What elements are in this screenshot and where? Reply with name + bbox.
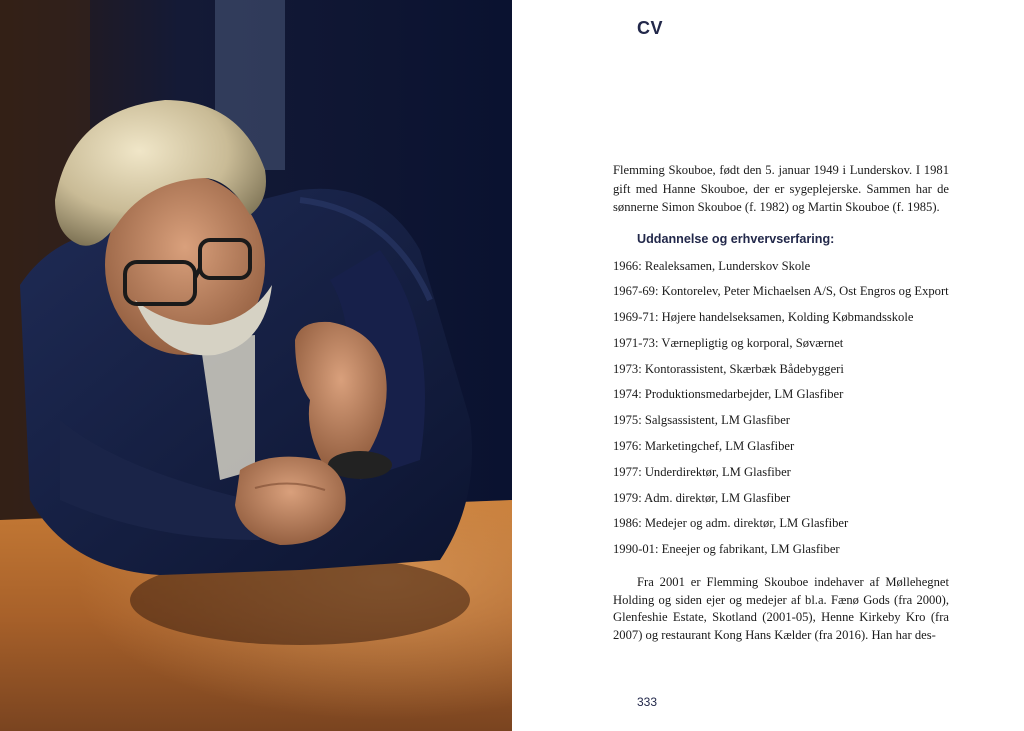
cv-item: 1976: Marketingchef, LM Glasfiber [613,439,795,454]
cv-item: 1977: Underdirektør, LM Glasfiber [613,464,791,479]
cv-item: 1975: Salgsassistent, LM Glasfiber [613,413,790,428]
text-page [512,0,1024,731]
section-title: Uddannelse og erhvervserfaring: [637,231,835,246]
cv-item: 1986: Medejer og adm. direktør, LM Glasfiber [613,516,849,531]
cv-item: 1973: Kontorassistent, Skærbæk Bådebyggeri [613,361,844,376]
cv-list [613,257,949,567]
cv-item: 1979: Adm. direktør, LM Glasfiber [613,490,791,505]
cv-item: 1971-73: Værnepligtig og korporal, Søværnet [613,335,844,350]
cv-item: 1990-01: Eneejer og fabrikant, LM Glasfiber [613,542,840,557]
cv-item: 1969-71: Højere handelseksamen, Kolding Købmandsskole [613,310,914,325]
closing-paragraph: Fra 2001 er Flemming Skouboe indehaver af Møllehegnet Holding og siden ejer og medejer af bl.a. Fænø Gods (fra 2000), Glenfeshie Estate, Skotland (2001-05), Henne Kirkeby Kro (fra 2007) og restaurant Kong Hans Kælder (fra 2016). Han har des- [613,575,949,642]
intro-paragraph: Flemming Skouboe, født den 5. januar 1949 i Lunderskov. I 1981 gift med Hanne Skouboe, der er sygeplejerske. Sammen har de sønnerne Simon Skouboe (f. 1982) og Martin Skouboe (f. 1985). [613,163,949,214]
cv-item: 1966: Realeksamen, Lunderskov Skole [613,258,811,273]
cv-body [613,161,949,644]
cv-item: 1967-69: Kontorelev, Peter Michaelsen A/S, Ost Engros og Export [613,284,949,299]
page-heading: CV [637,18,664,38]
page-number: 333 [637,695,658,709]
cv-item: 1974: Produktionsmedarbejder, LM Glasfiber [613,387,844,402]
